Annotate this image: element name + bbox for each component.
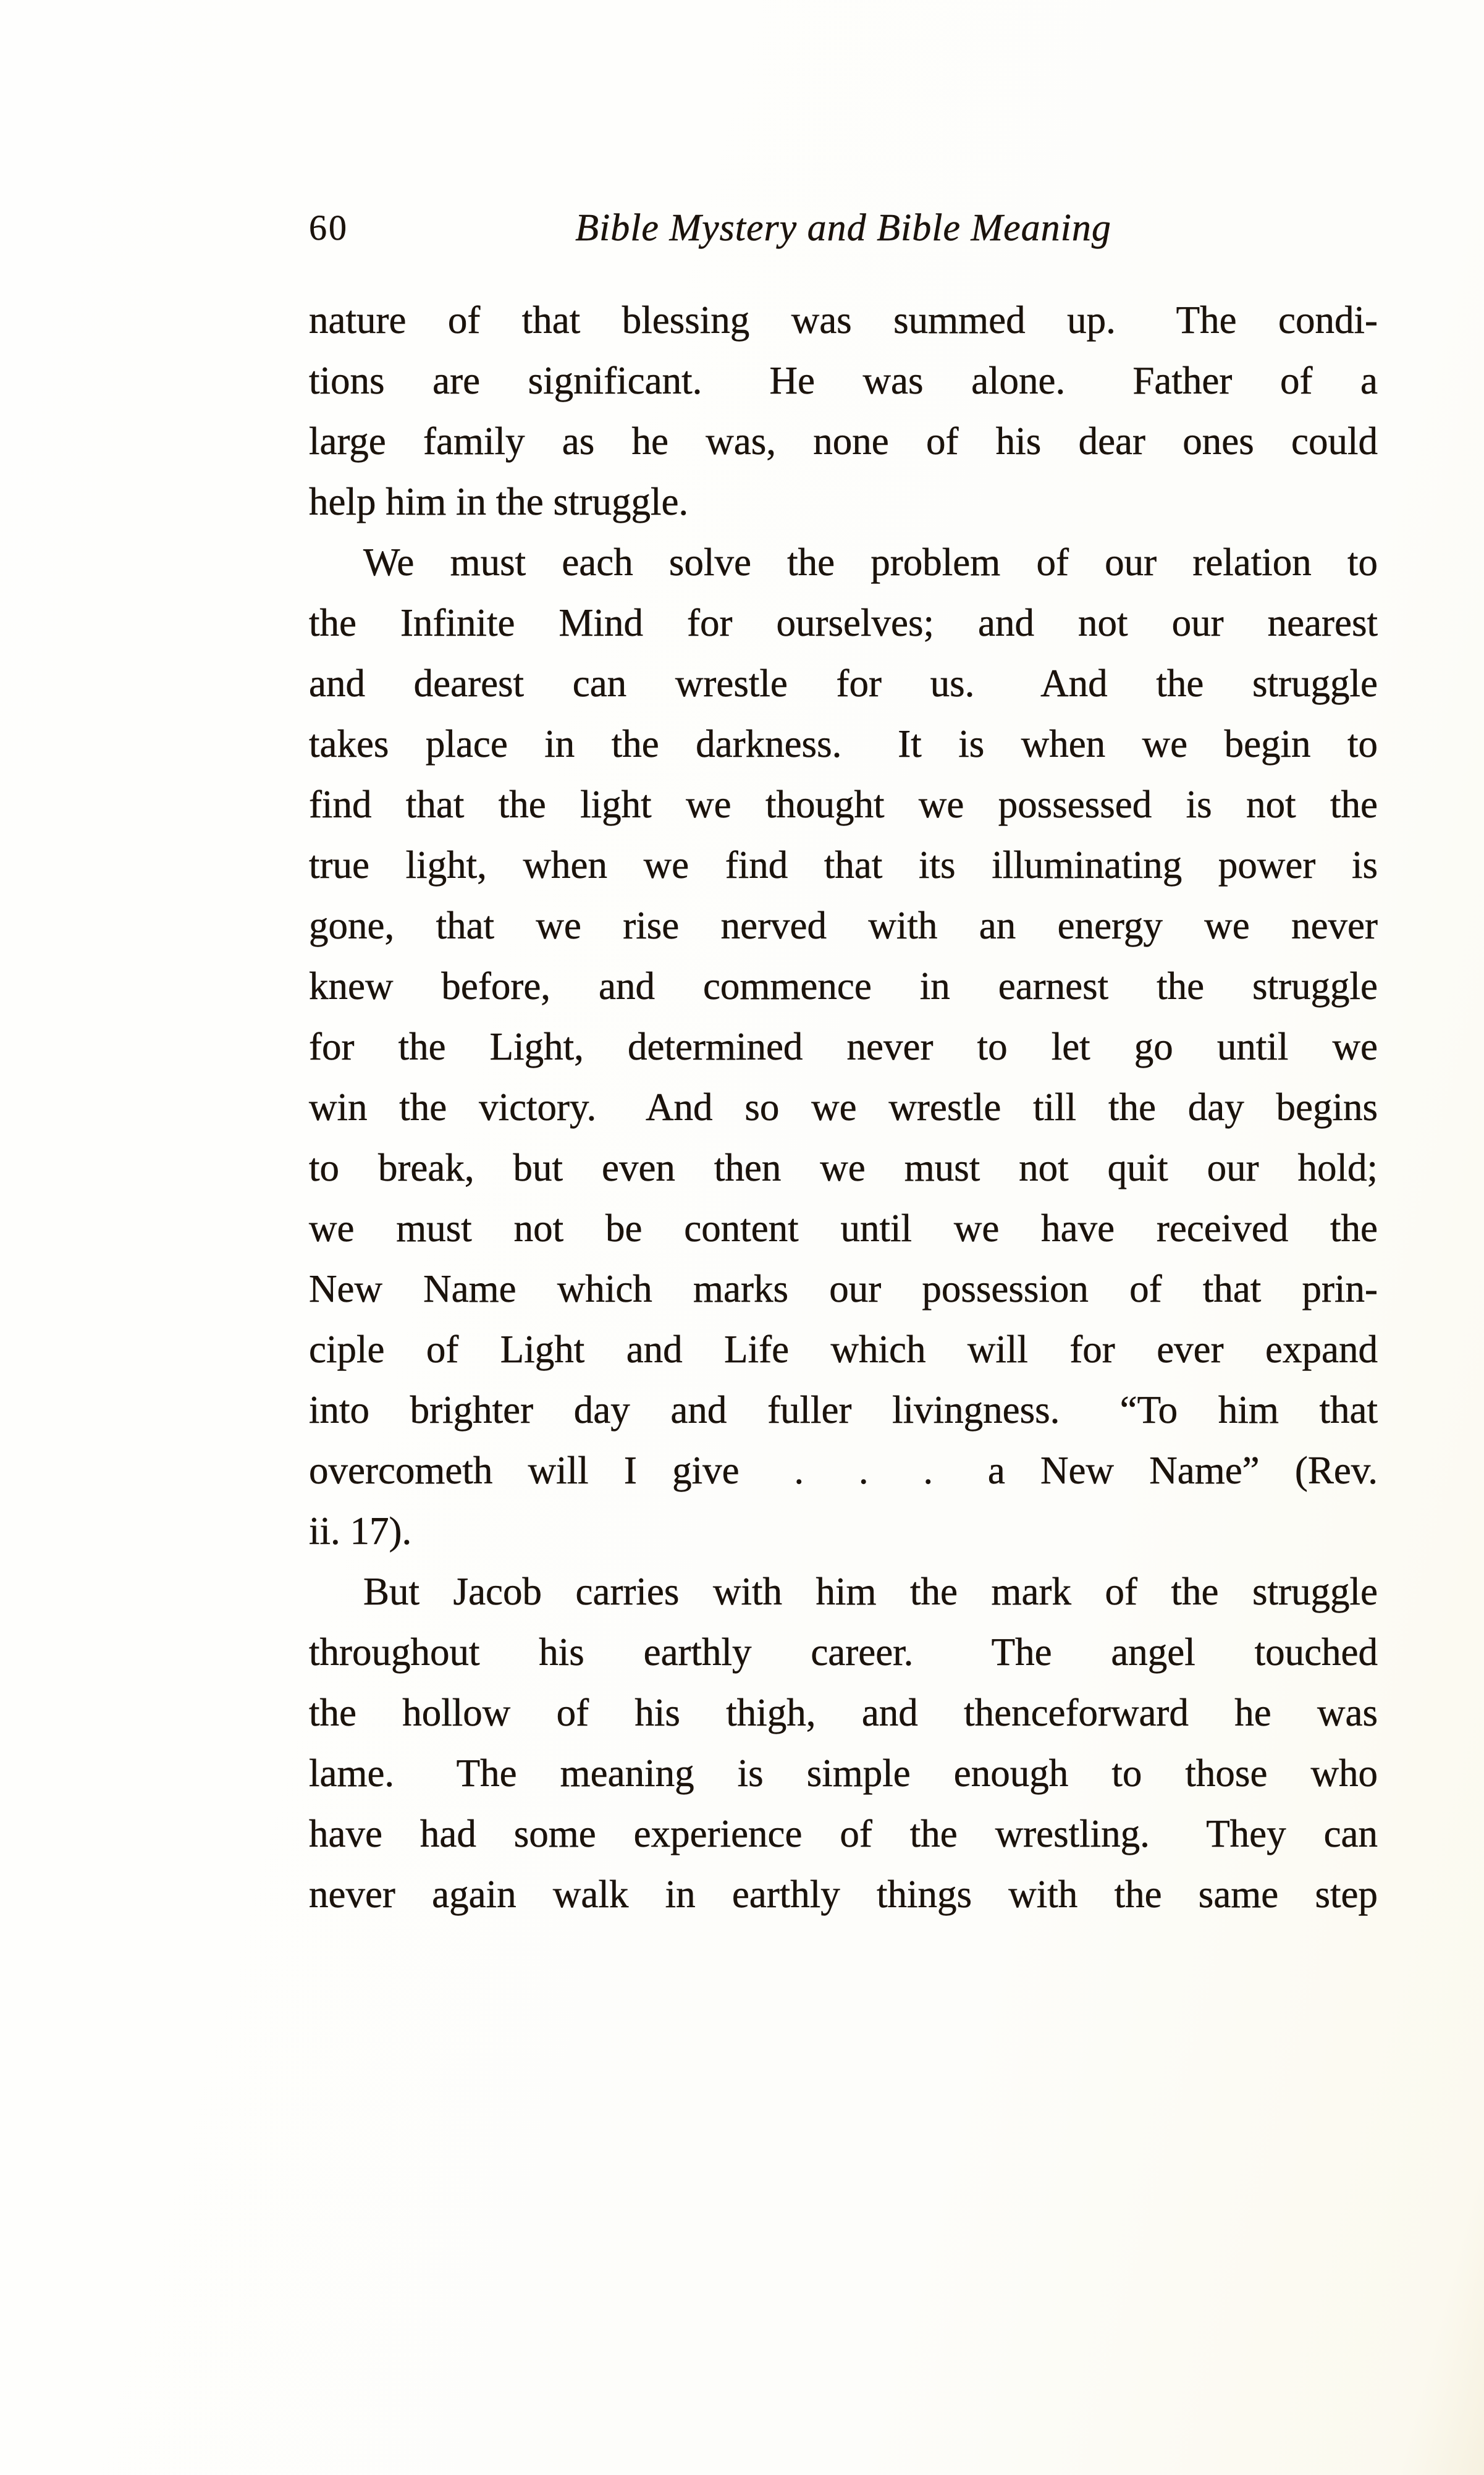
text-line: nature of that blessing was summed up. The condi- bbox=[309, 298, 1378, 342]
page-body bbox=[309, 290, 1378, 1925]
text-line: win the victory. And so we wrestle till the day begins bbox=[309, 1086, 1378, 1129]
text-line: we must not be content until we have received the bbox=[309, 1207, 1378, 1250]
text-line: tions are significant. He was alone. Father of a bbox=[309, 359, 1378, 402]
text-line: to break, but even then we must not quit our hold; bbox=[309, 1146, 1378, 1189]
text-line: throughout his earthly career. The angel touched bbox=[309, 1630, 1378, 1674]
page-number: 60 bbox=[309, 208, 348, 248]
text-line: into brighter day and fuller livingness. “To him that bbox=[309, 1388, 1378, 1431]
text-line: But Jacob carries with him the mark of the struggle bbox=[363, 1570, 1378, 1613]
text-line: lame. The meaning is simple enough to those who bbox=[309, 1752, 1378, 1795]
text-line: for the Light, determined never to let go until we bbox=[309, 1025, 1378, 1068]
text-line: overcometh will I give . . . a New Name” (Rev. bbox=[309, 1449, 1378, 1492]
text-line: gone, that we rise nerved with an energy we never bbox=[309, 904, 1378, 947]
running-title: Bible Mystery and Bible Meaning bbox=[575, 207, 1111, 249]
text-line: and dearest can wrestle for us. And the struggle bbox=[309, 662, 1378, 705]
text-line: never again walk in earthly things with the same step bbox=[309, 1873, 1378, 1916]
text-line: have had some experience of the wrestling. They can bbox=[309, 1812, 1378, 1855]
text-line: takes place in the darkness. It is when we begin to bbox=[309, 722, 1378, 765]
text-line: large family as he was, none of his dear ones could bbox=[309, 420, 1378, 463]
page-header bbox=[309, 198, 1378, 258]
text-line: We must each solve the problem of our relation to bbox=[363, 541, 1378, 584]
text-line: the hollow of his thigh, and thenceforward he was bbox=[309, 1691, 1378, 1734]
text-line: ciple of Light and Life which will for ever expand bbox=[309, 1328, 1378, 1371]
text-line: the Infinite Mind for ourselves; and not our nearest bbox=[309, 601, 1378, 644]
text-line: help him in the struggle. bbox=[309, 480, 689, 523]
text-line: knew before, and commence in earnest the struggle bbox=[309, 964, 1378, 1008]
text-line: ii. 17). bbox=[309, 1509, 412, 1553]
text-line: New Name which marks our possession of that prin- bbox=[309, 1267, 1378, 1310]
text-line: find that the light we thought we possessed is not the bbox=[309, 783, 1378, 826]
text-line: true light, when we find that its illuminating power is bbox=[309, 843, 1378, 887]
